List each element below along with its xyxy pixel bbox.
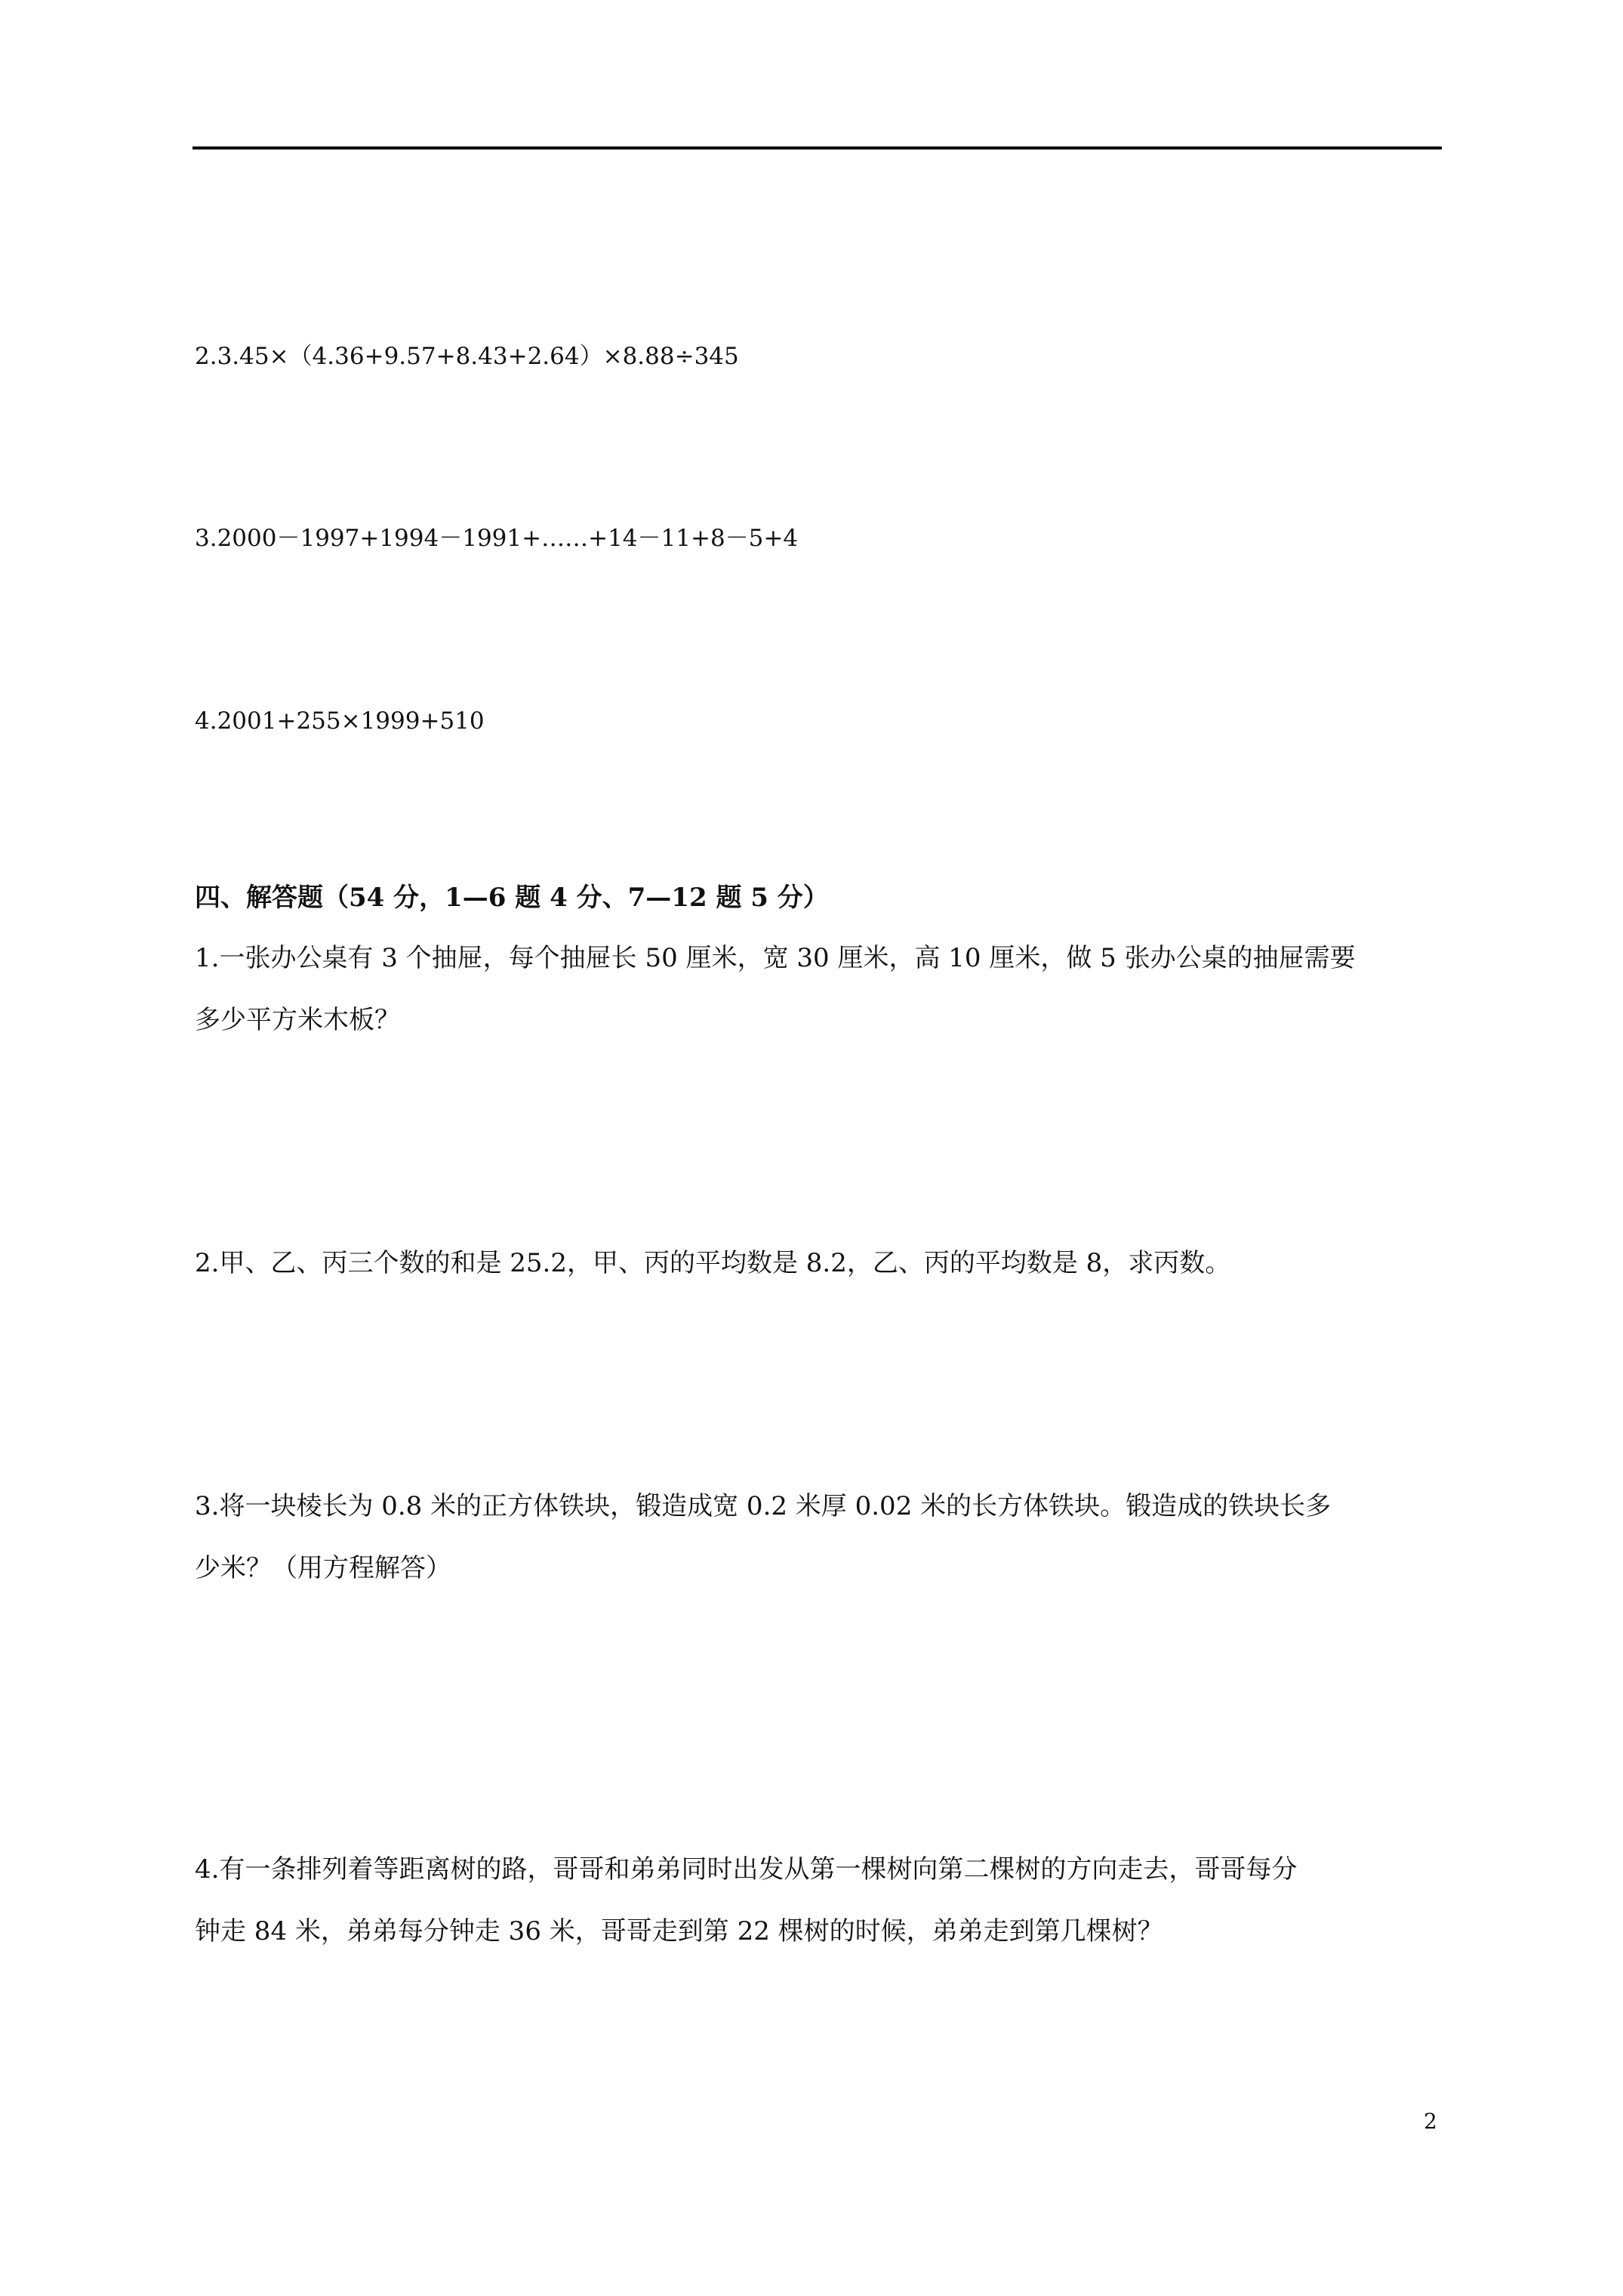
- question-1-line-1: 1.一张办公桌有 3 个抽屉，每个抽屉长 50 厘米，宽 30 厘米，高 10 厘米，做 5 张办公桌的抽屉需要: [195, 943, 1356, 973]
- section-title: 四、解答题（54 分，1—6 题 4 分、7—12 题 5 分）: [195, 883, 829, 913]
- question-3: [195, 1489, 1448, 1586]
- calc-item-3: 3.2000－1997+1994－1991+……+14－11+8－5+4: [195, 525, 799, 552]
- question-1: [195, 941, 1448, 1037]
- question-3-line-1: 3.将一块棱长为 0.8 米的正方体铁块，锻造成宽 0.2 米厚 0.02 米的长方体铁块。锻造成的铁块长多: [195, 1491, 1332, 1521]
- calc-item-2: 2.3.45×（4.36+9.57+8.43+2.64）×8.88÷345: [195, 343, 739, 370]
- calc-item-4: 4.2001+255×1999+510: [195, 707, 485, 735]
- question-1-line-2: 多少平方米木板？: [195, 1005, 400, 1035]
- question-2-line-1: 2.甲、乙、丙三个数的和是 25.2，甲、丙的平均数是 8.2，乙、丙的平均数是 8，求丙数。: [195, 1248, 1231, 1278]
- header-rule: [192, 146, 1442, 149]
- question-2: [195, 1246, 1448, 1281]
- page-number: 2: [1424, 2109, 1437, 2134]
- question-4-line-2: 钟走 84 米，弟弟每分钟走 36 米，哥哥走到第 22 棵树的时候，弟弟走到第几棵树？: [195, 1916, 1163, 1946]
- question-4-line-1: 4.有一条排列着等距离树的路，哥哥和弟弟同时出发从第一棵树向第二棵树的方向走去，哥哥每分: [195, 1854, 1298, 1885]
- question-4: [195, 1852, 1448, 1949]
- question-3-line-2: 少米？（用方程解答）: [195, 1553, 451, 1583]
